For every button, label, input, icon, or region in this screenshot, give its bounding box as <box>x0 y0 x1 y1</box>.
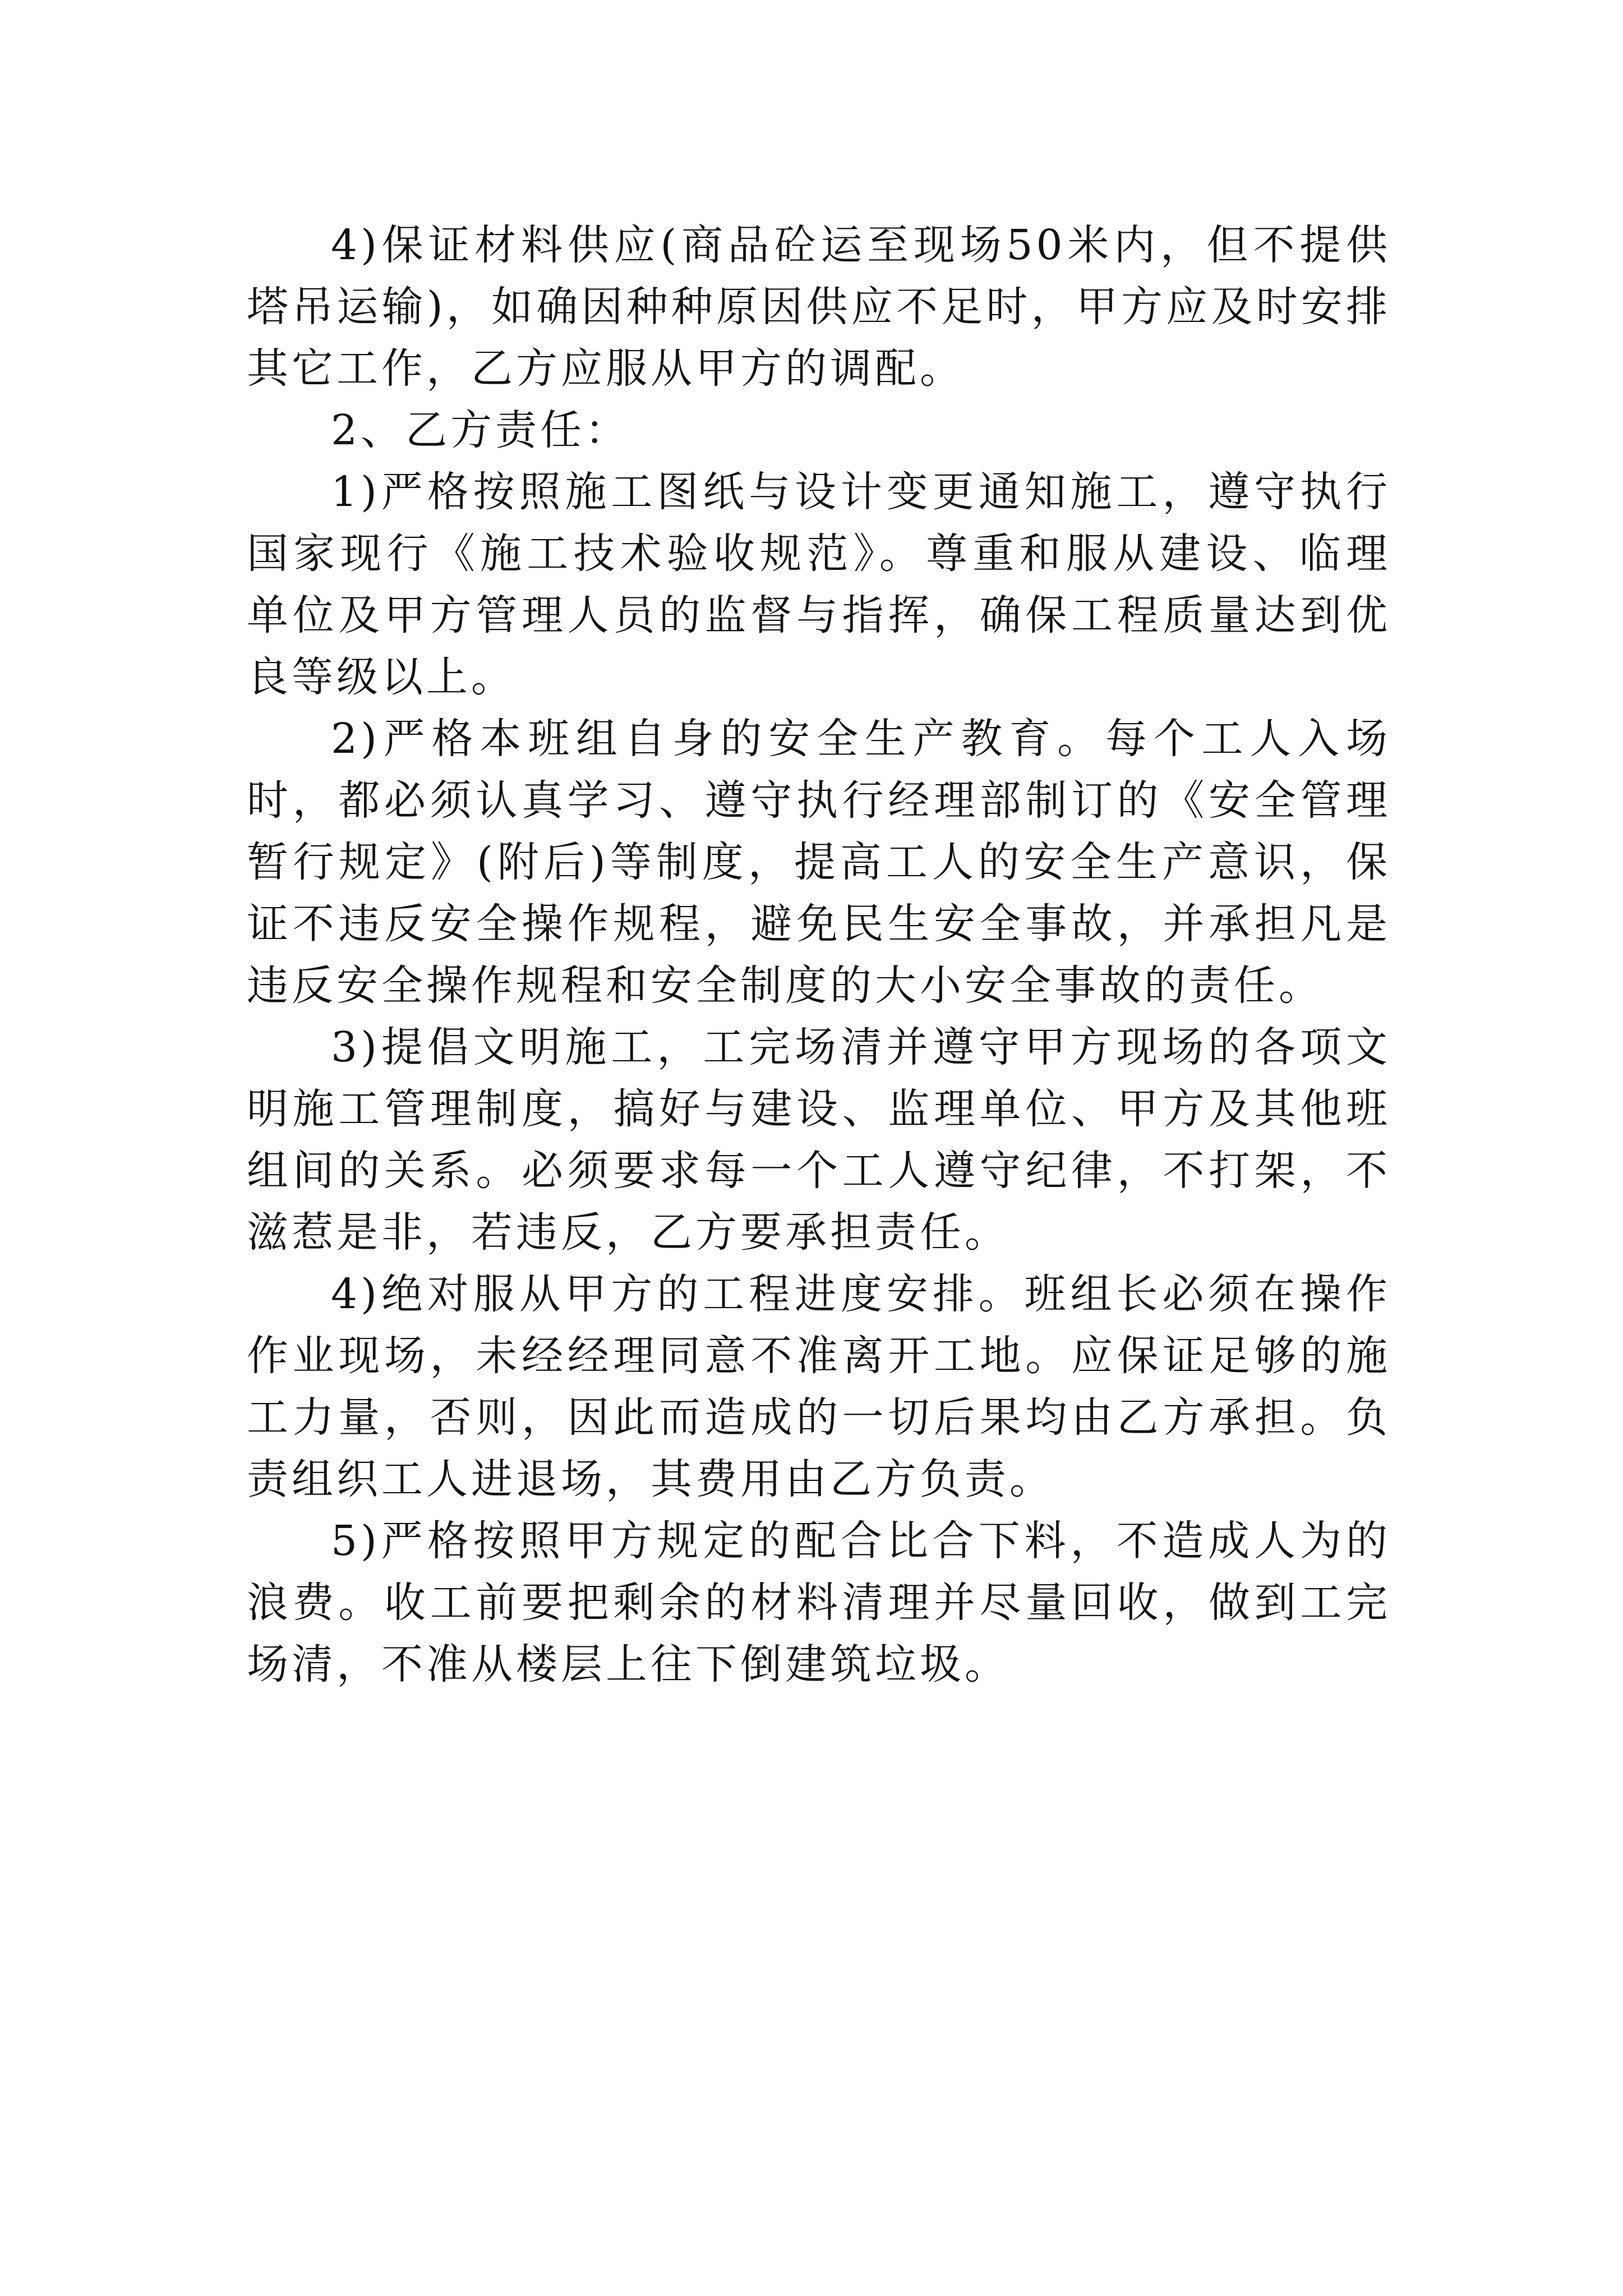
paragraph-safety-education: 2)严格本班组自身的安全生产教育。每个工人入场时，都必须认真学习、遵守执行经理部制订的《安全管理暂行规定》(附后)等制度，提高工人的安全生产意识，保证不违反安全操作规程，避免民生安全事故，并承担凡是违反安全操作规程和安全制度的大小安全事故的责任。 <box>247 715 1391 1010</box>
section-heading-party-b-responsibility: 2、乙方责任： <box>331 406 630 454</box>
paragraph-material-supply: 4)保证材料供应(商品砼运至现场50米内，但不提供塔吊运输)，如确因种种原因供应不足时，甲方应及时安排其它工作，乙方应服从甲方的调配。 <box>247 221 1391 393</box>
paragraph-construction-standards: 1)严格按照施工图纸与设计变更通知施工，遵守执行国家现行《施工技术验收规范》。尊重和服从建设、临理单位及甲方管理人员的监督与指挥，确保工程质量达到优良等级以上。 <box>247 468 1391 701</box>
paragraph-schedule-compliance: 4)绝对服从甲方的工程进度安排。班组长必须在操作作业现场，未经经理同意不准离开工地。应保证足够的施工力量，否则，因此而造成的一切后果均由乙方承担。负责组织工人进退场，其费用由乙方负责。 <box>247 1270 1391 1503</box>
paragraph-civilized-construction: 3)提倡文明施工，工完场清并遵守甲方现场的各项文明施工管理制度，搞好与建设、监理单位、甲方及其他班组间的关系。必须要求每一个工人遵守纪律，不打架，不滋惹是非，若违反，乙方要承担责任。 <box>247 1023 1391 1257</box>
document-body <box>247 214 1391 1695</box>
paragraph-material-waste: 5)严格按照甲方规定的配合比合下料，不造成人为的浪费。收工前要把剩余的材料清理并尽量回收，做到工完场清，不准从楼层上往下倒建筑垃圾。 <box>247 1517 1391 1688</box>
